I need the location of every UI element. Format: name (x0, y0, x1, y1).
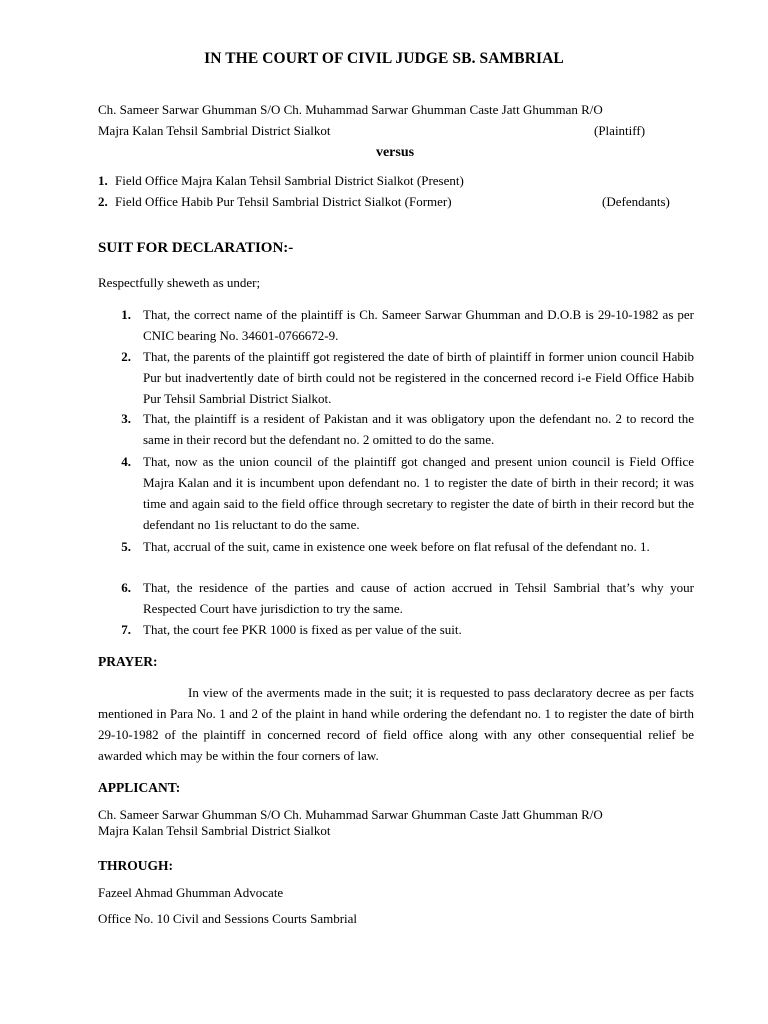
through-heading: THROUGH: (98, 858, 174, 873)
paragraph-number: 5. (121, 539, 131, 554)
plaintiff-role: (Plaintiff) (594, 123, 646, 138)
plaintiff-line-1: Ch. Sameer Sarwar Ghumman S/O Ch. Muhammad Sarwar Ghumman Caste Jatt Ghumman R/O (98, 102, 603, 117)
applicant-line-1: Ch. Sameer Sarwar Ghumman S/O Ch. Muhammad Sarwar Ghumman Caste Jatt Ghumman R/O (98, 807, 603, 822)
defendant-1-text: Field Office Majra Kalan Tehsil Sambrial District Sialkot (Present) (115, 173, 464, 188)
court-title: IN THE COURT OF CIVIL JUDGE SB. SAMBRIAL (204, 50, 564, 67)
paragraph-number: 6. (121, 580, 131, 595)
paragraph-text: That, the parents of the plaintiff got registered the date of birth of plaintiff in former union council Habib Pur but inadvertently date of birth could not be registered in the concerned record i-e Field Office Habib Pur Tehsil Sambrial District Sialkot. (143, 349, 694, 406)
plaintiff-line-2: Majra Kalan Tehsil Sambrial District Sialkot (98, 123, 331, 138)
paragraph-text: That, accrual of the suit, came in existence one week before on flat refusal of the defendant no. 1. (143, 539, 650, 554)
respectfully-line: Respectfully sheweth as under; (98, 275, 261, 290)
defendant-1-number: 1. (98, 173, 108, 188)
defendant-2-text: Field Office Habib Pur Tehsil Sambrial District Sialkot (Former) (115, 194, 452, 209)
paragraph-number: 4. (121, 454, 131, 469)
office-address: Office No. 10 Civil and Sessions Courts Sambrial (98, 911, 358, 926)
paragraph-number: 1. (121, 307, 131, 322)
versus-label: versus (375, 145, 415, 160)
paragraph-text: That, now as the union council of the plaintiff got changed and present union council is Field Office Majra Kalan and it is incumbent upon defendant no. 1 to register the date of birth in their record; it was time and again said to the field office through secretary to register the date of birth in their record but the defendant no 1is reluctant to do the same. (143, 454, 694, 532)
defendant-2-number: 2. (98, 194, 108, 209)
defendants-role: (Defendants) (602, 194, 670, 209)
paragraph-number: 2. (121, 349, 131, 364)
paragraph-text: That, the plaintiff is a resident of Pakistan and it was obligatory upon the defendant no. 2 to record the same in their record but the defendant no. 2 omitted to do the same. (143, 411, 694, 447)
prayer-text: In view of the averments made in the suit; it is requested to pass declaratory decree as per facts mentioned in Para No. 1 and 2 of the plaint in hand while ordering the defendant no. 1 to register the date of birth 29-10-1982 of the plaintiff in concerned record of field office along with any other consequential relief be awarded which may be within the four corners of law. (98, 685, 694, 763)
paragraph-text: That, the residence of the parties and cause of action accrued in Tehsil Sambrial that’s why your Respected Court have jurisdiction to try the same. (143, 580, 694, 616)
paragraph-text: That, the correct name of the plaintiff is Ch. Sameer Sarwar Ghumman and D.O.B is 29-10-1982 as per CNIC bearing No. 34601-0766672-9. (143, 307, 694, 343)
paragraph-number: 7. (121, 622, 131, 637)
paragraph-text: That, the court fee PKR 1000 is fixed as per value of the suit. (143, 622, 462, 637)
applicant-heading: APPLICANT: (98, 780, 181, 795)
prayer-heading: PRAYER: (98, 654, 158, 669)
paragraph-number: 3. (121, 411, 131, 426)
suit-heading: SUIT FOR DECLARATION:- (98, 240, 294, 256)
advocate-name: Fazeel Ahmad Ghumman Advocate (98, 885, 284, 900)
applicant-line-2: Majra Kalan Tehsil Sambrial District Sialkot (98, 823, 331, 838)
